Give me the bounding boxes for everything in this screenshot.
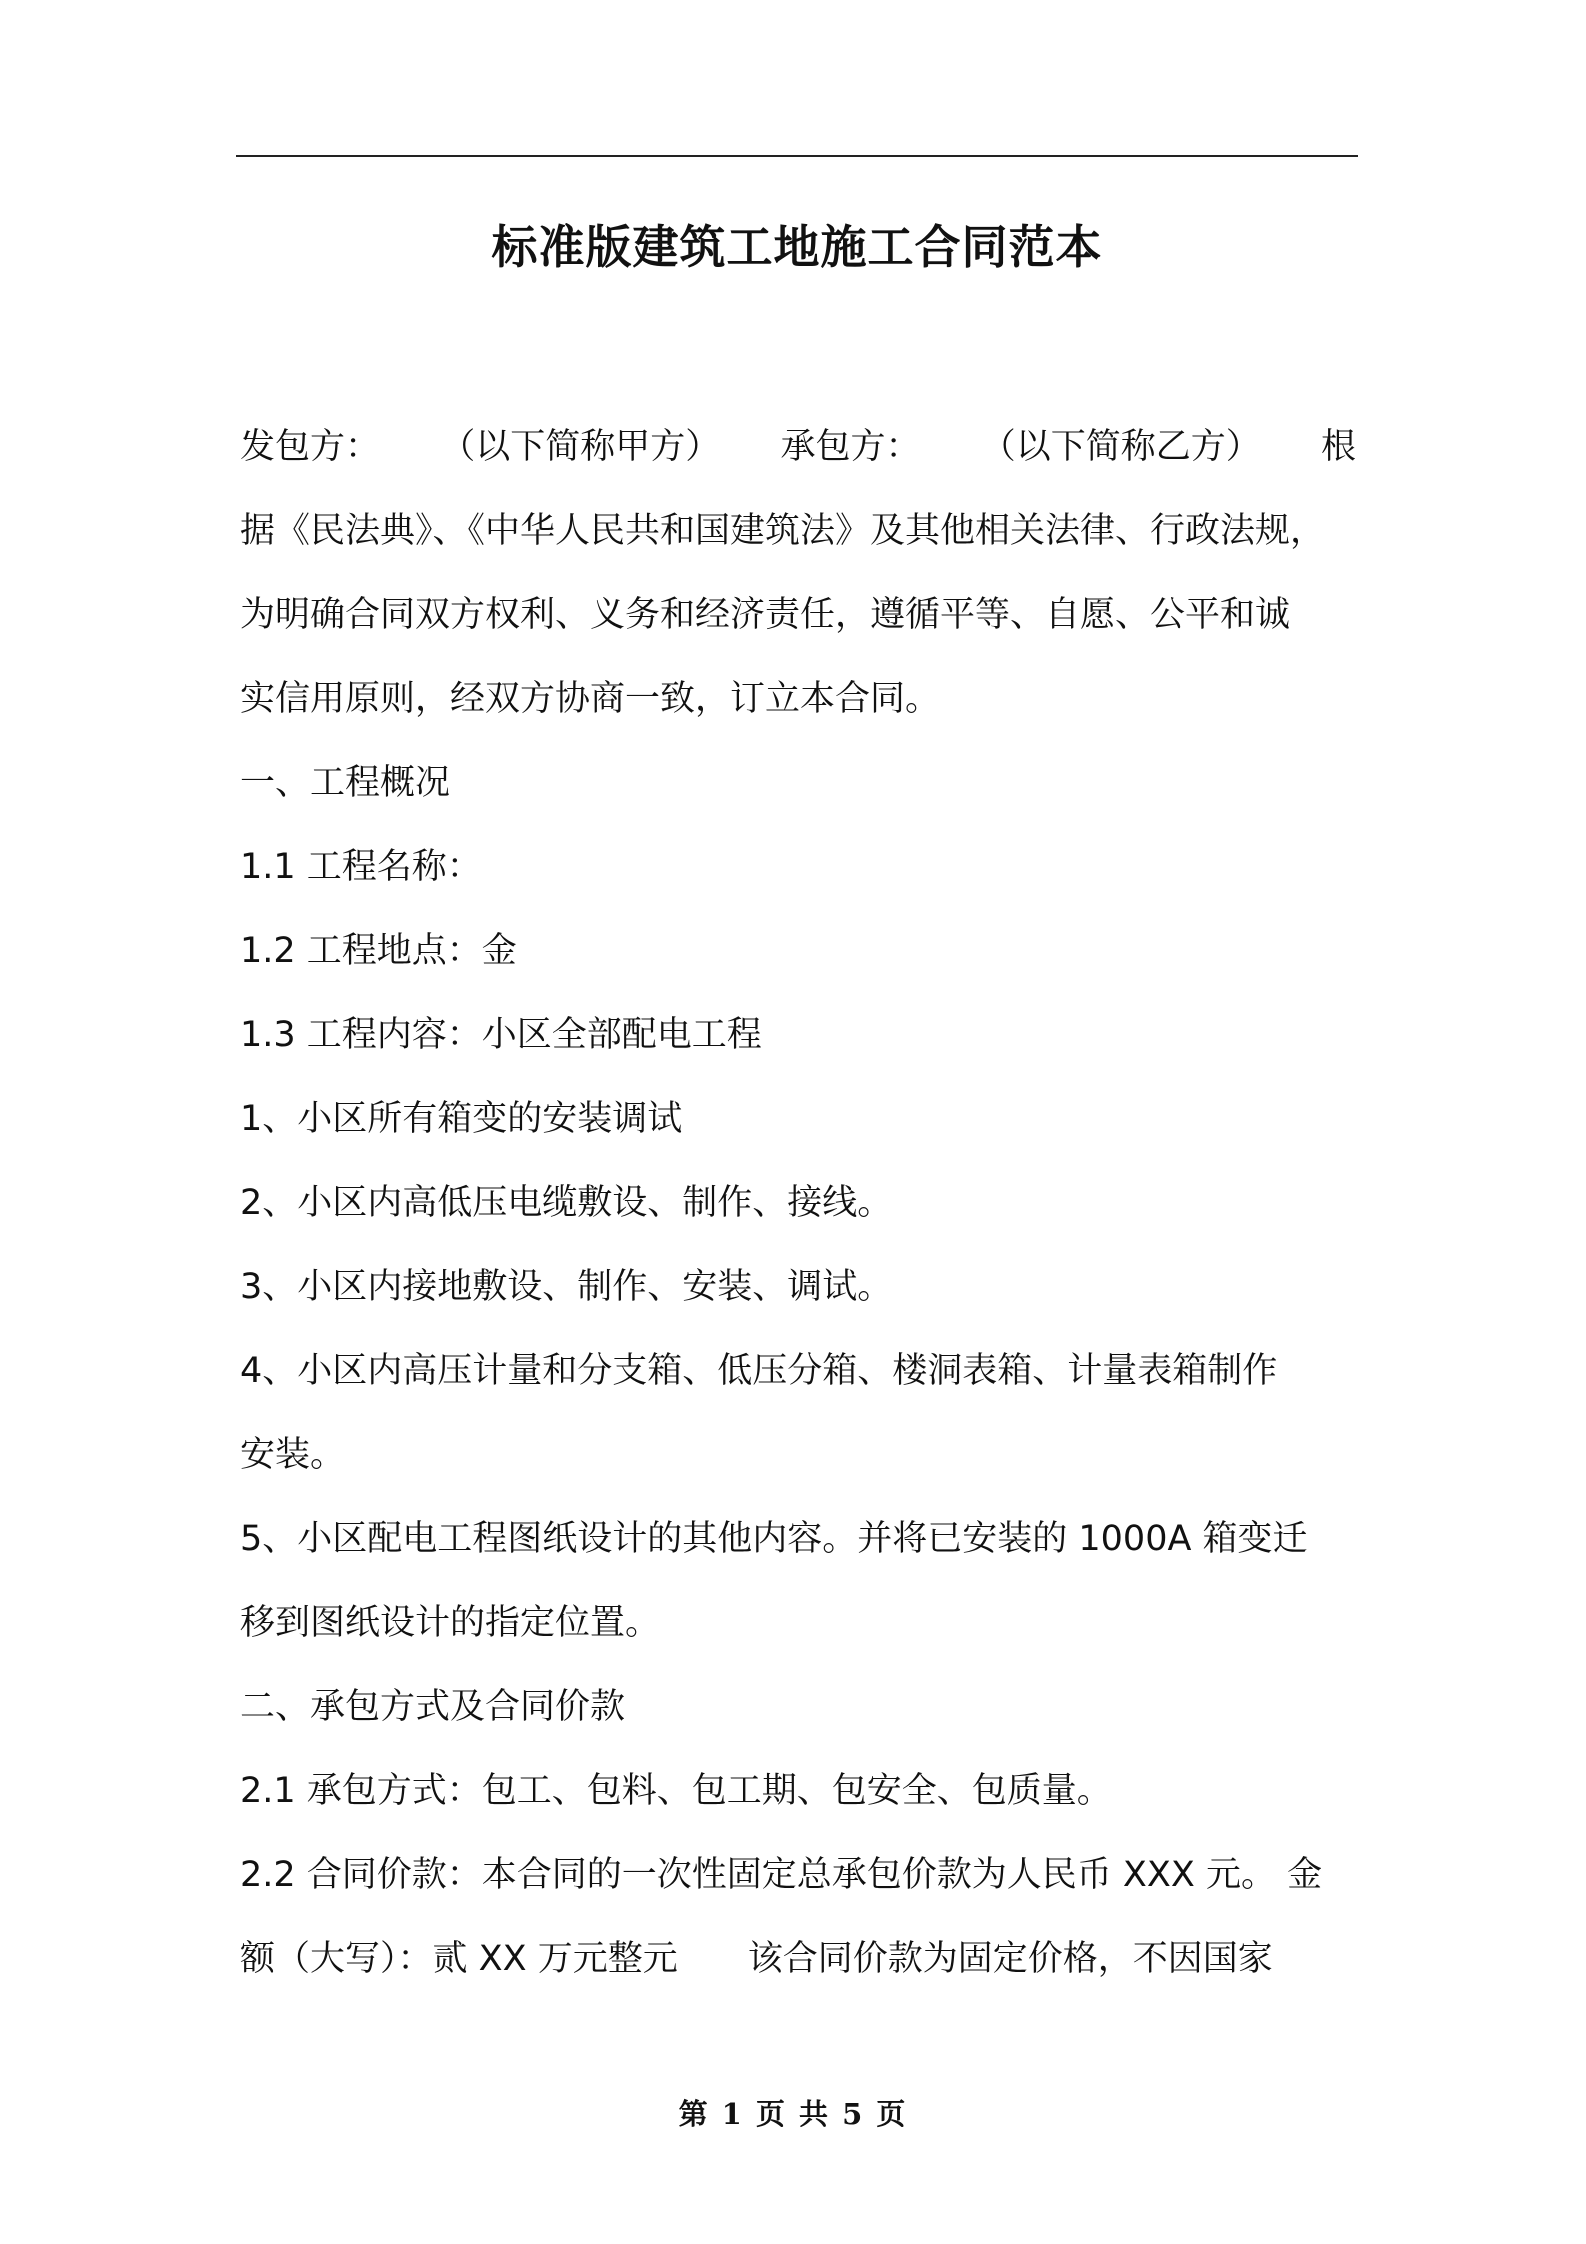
header-rule [236, 155, 1358, 157]
employer-note: （以下简称甲方） [440, 427, 721, 467]
contractor-note: （以下简称乙方） [980, 427, 1261, 467]
contractor-label: 承包方： [780, 427, 921, 467]
list-item-continued: 移到图纸设计的指定位置。 [240, 1603, 661, 1643]
list-item: 1、小区所有箱变的安装调试 [240, 1099, 683, 1139]
list-item: 5、小区配电工程图纸设计的其他内容。并将已安装的 1000A 箱变迁 [240, 1519, 1308, 1559]
section-heading: 一、工程概况 [240, 763, 451, 803]
list-item: 4、小区内高压计量和分支箱、低压分箱、楼洞表箱、计量表箱制作 [240, 1351, 1278, 1391]
clause-line: 1.2 工程地点：金 [240, 931, 517, 971]
document-title: 标准版建筑工地施工合同范本 [491, 220, 1103, 274]
list-item: 3、小区内接地敷设、制作、安装、调试。 [240, 1267, 893, 1307]
paragraph-line: 实信用原则，经双方协商一致，订立本合同。 [240, 679, 941, 719]
clause-line: 2.2 合同价款：本合同的一次性固定总承包价款为人民币 XXX 元。 金 [240, 1855, 1323, 1895]
paragraph-line: 为明确合同双方权利、义务和经济责任，遵循平等、自愿、公平和诚 [240, 595, 1291, 635]
clause-line: 2.1 承包方式：包工、包料、包工期、包安全、包质量。 [240, 1771, 1112, 1811]
employer-label: 发包方： [240, 427, 381, 467]
clause-line: 1.3 工程内容：小区全部配电工程 [240, 1015, 762, 1055]
list-item: 2、小区内高低压电缆敷设、制作、接线。 [240, 1183, 893, 1223]
clause-line: 1.1 工程名称： [240, 847, 482, 887]
parties-tail: 根 [1320, 427, 1356, 467]
document-body [240, 405, 1356, 2001]
paragraph-line: 据《民法典》、《中华人民共和国建筑法》及其他相关法律、行政法规， [240, 511, 1326, 551]
page-footer: 第 1 页 共 5 页 [678, 2097, 908, 2131]
list-item-continued: 安装。 [240, 1435, 346, 1475]
clause-line: 额（大写）：贰 XX 万元整元 该合同价款为固定价格，不因国家 [240, 1939, 1273, 1979]
section-heading: 二、承包方式及合同价款 [240, 1687, 626, 1727]
parties-line [240, 405, 1356, 489]
